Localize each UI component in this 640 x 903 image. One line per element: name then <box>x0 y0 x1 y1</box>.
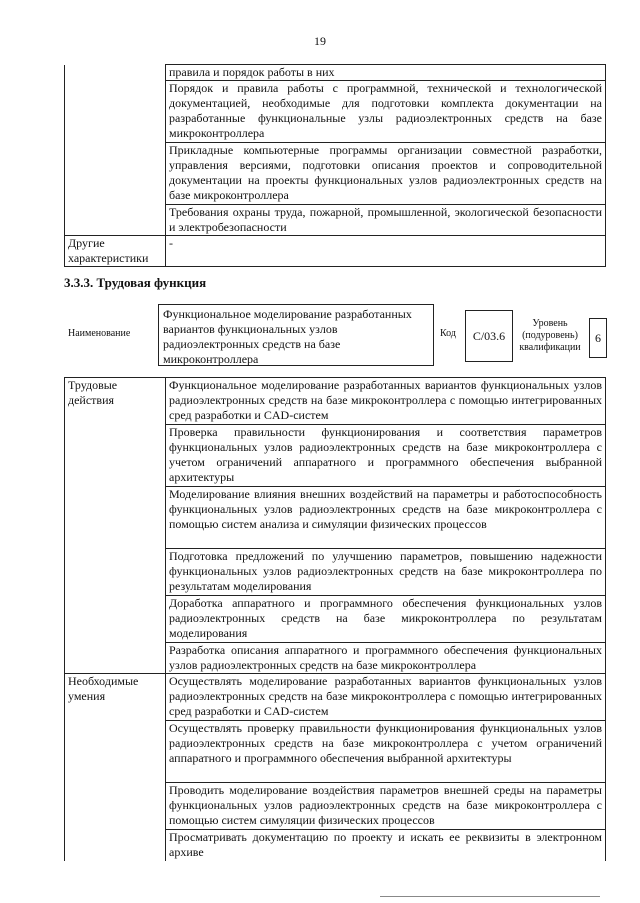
knowledge-item: Требования охраны труда, пожарной, промышленной, экологической безопасности и электробезопасности <box>166 205 606 236</box>
knowledge-item: Прикладные компьютерные программы организации совместной разработки, управления версиями, подготовки описания проектов и сопроводительной документации на проекты функциональных узлов радиоэлектронных средств на базе микроконтроллера <box>166 143 606 205</box>
row-label <box>65 143 166 205</box>
section-heading: 3.3.3. Трудовая функция <box>64 275 207 290</box>
table-row <box>65 236 606 267</box>
group-label: Необходимые умения <box>65 674 166 861</box>
function-details-table <box>64 377 606 861</box>
table-row <box>65 65 606 81</box>
row-label: Другие характеристики <box>65 236 166 267</box>
other-characteristics-value: - <box>166 236 606 267</box>
labor-action-item: Подготовка предложений по улучшению параметров, повышению надежности функциональных узлов радиоэлектронных средств на базе микроконтроллера по результатам моделирования <box>166 549 606 596</box>
skill-item: Осуществлять проверку правильности функционирования функциональных узлов радиоэлектронных средств на базе микроконтроллера с учетом ограничений аппаратного и программного обеспечения выбранной архитектуры <box>166 721 606 783</box>
skill-item: Осуществлять моделирование разработанных вариантов функциональных узлов радиоэлектронных средств на базе микроконтроллера с помощью интегрированных сред разработки и CAD-систем <box>166 674 606 721</box>
name-label: Наименование <box>68 327 131 339</box>
knowledge-item: правила и порядок работы в них <box>166 65 606 81</box>
function-name-box <box>158 304 434 366</box>
labor-action-item: Проверка правильности функционирования и соответствия параметров функциональных узлов радиоэлектронных средств на базе микроконтроллера с учетом ограничений аппаратного и программного обеспечения выбранной архитектуры <box>166 425 606 487</box>
skill-item: Просматривать документацию по проекту и искать ее реквизиты в электронном архиве <box>166 830 606 861</box>
labor-action-item: Разработка описания аппаратного и программного обеспечения функциональных узлов радиоэлектронных средств на базе микроконтроллера <box>166 643 606 674</box>
skill-item: Проводить моделирование воздействия параметров внешней среды на параметры функциональных узлов радиоэлектронных средств на базе микроконтроллера с помощью систем симуляции физических процессов <box>166 783 606 830</box>
labor-action-item: Моделирование влияния внешних воздействий на параметры и работоспособность функциональных узлов радиоэлектронных средств на базе микроконтроллера с помощью систем анализа и симуляции физических процессов <box>166 487 606 549</box>
code-label: Код <box>440 327 456 339</box>
labor-action-item: Функциональное моделирование разработанных вариантов функциональных узлов радиоэлектронных средств на базе микроконтроллера с помощью интегрированных сред разработки и CAD-систем <box>166 378 606 425</box>
knowledge-item: Порядок и правила работы с программной, технической и технологической документацией, необходимые для подготовки комплекта документации на разработанные функциональные узлы радиоэлектронных средств на базе микроконтроллера <box>166 81 606 143</box>
table-row <box>65 205 606 236</box>
knowledge-table-continued <box>64 64 606 267</box>
page-number: 19 <box>314 34 326 48</box>
labor-action-item: Доработка аппаратного и программного обеспечения функциональных узлов радиоэлектронных средств на базе микроконтроллера по результатам моделирования <box>166 596 606 643</box>
function-code: C/03.6 <box>472 328 506 343</box>
row-label <box>65 65 166 81</box>
qualification-level-label: Уровень (подуровень) квалификации <box>519 318 581 353</box>
table-row <box>65 378 606 425</box>
row-label <box>65 81 166 143</box>
function-name: Функциональное моделирование разработанных вариантов функциональных узлов радиоэлектронных средств на базе микроконтроллера <box>163 307 412 366</box>
page-edge-line <box>380 896 600 897</box>
function-code-box <box>465 310 513 362</box>
row-label <box>65 205 166 236</box>
table-row <box>65 143 606 205</box>
table-row <box>65 674 606 721</box>
qualification-level-box <box>589 318 607 358</box>
table-row <box>65 81 606 143</box>
group-label: Трудовые действия <box>65 378 166 674</box>
qualification-level: 6 <box>595 330 601 345</box>
